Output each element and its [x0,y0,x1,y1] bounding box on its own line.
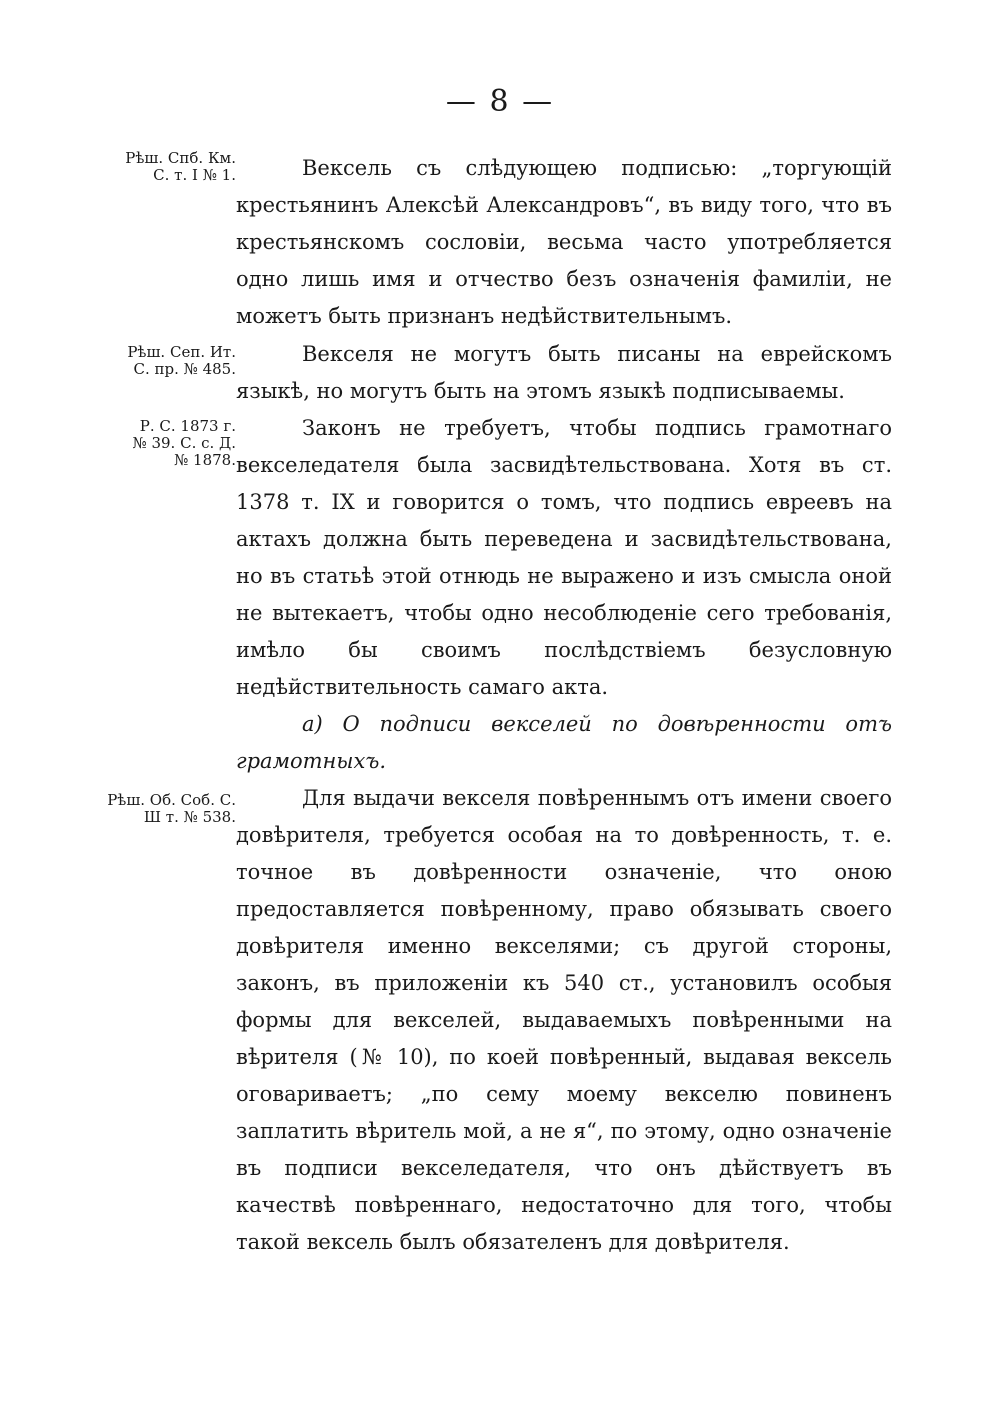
margin-note-4: Рѣш. Об. Соб. С. Ш т. № 538. [107,791,236,826]
paragraph-2: Векселя не могутъ быть писаны на еврейскомъ языкѣ, но могутъ быть на этомъ языкѣ подписываемы. [236,342,892,403]
section-heading: а) О подписи векселей по довѣренности отъ грамотныхъ. [236,712,892,773]
paragraph-4: Для выдачи векселя повѣреннымъ отъ имени своего довѣрителя, требуется особая на то довѣренность, т. е. точное въ довѣренности означеніе, что оною предоставляется повѣренному, право обязывать своего довѣрителя именно векселями; съ другой стороны, законъ, въ приложеніи къ 540 ст., установилъ особыя формы для векселей, выдаваемыхъ повѣренными на вѣрителя (№ 10), по коей повѣренный, выдавая вексель оговариваетъ; „по сему моему векселю повиненъ заплатить вѣритель мой, а не я“, по этому, одно означеніе въ подписи векселедателя, что онъ дѣйствуетъ въ качествѣ повѣреннаго, недостаточно для того, чтобы такой вексель былъ обязателенъ для довѣрителя. [236,786,892,1254]
margin-note-3: Р. С. 1873 г. № 39. С. с. Д. № 1878. [132,417,236,469]
margin-note-2: Рѣш. Сеп. Ит. С. пр. № 485. [127,343,236,378]
paragraph-3: Законъ не требуетъ, чтобы подпись грамотнаго векселедателя была засвидѣтельствована. Хотя въ ст. 1378 т. IX и говорится о томъ, что подпись евреевъ на актахъ должна быть переведена и засвидѣтельствована, но въ статьѣ этой отнюдь не выражено и изъ смысла оной не вытекаетъ, чтобы одно несоблюденіе сего требованія, имѣло бы своимъ послѣдствіемъ безусловную недѣйствительность самаго акта. [236,416,892,699]
margin-note-1: Рѣш. Спб. Км. С. т. I № 1. [125,149,236,184]
paragraph-1: Вексель съ слѣдующею подписью: „торгующій крестьянинъ Алексѣй Александровъ“, въ виду того, что въ крестьянскомъ сословіи, весьма часто употребляется одно лишь имя и отчество безъ означенія фамиліи, не можетъ быть признанъ недѣйствительнымъ. [236,156,892,328]
page-number: — 8 — [445,84,555,119]
